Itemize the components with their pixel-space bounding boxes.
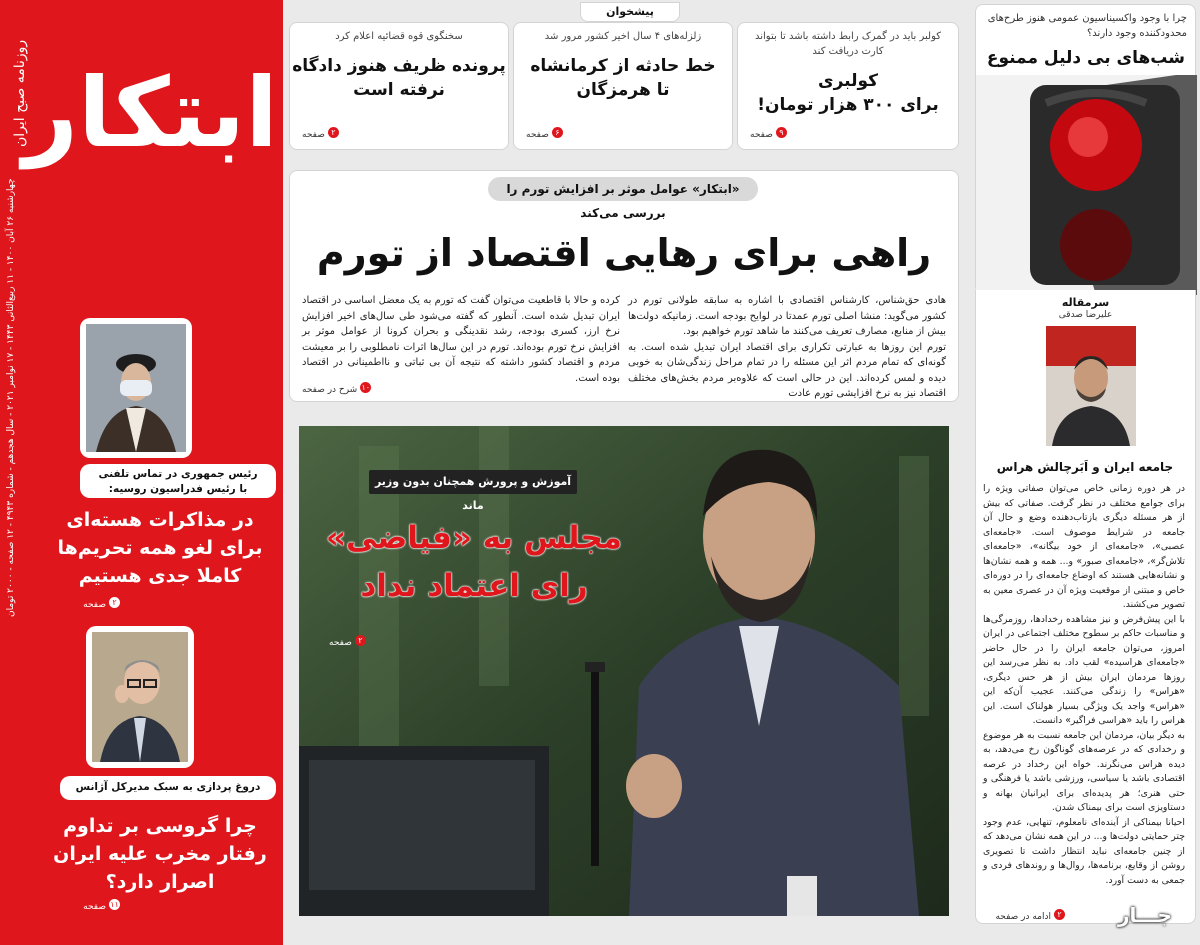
lead-column-2: کرده و حالا با قاطعیت می‌توان گفت که تورم به یک معضل اساسی در اقتصاد ایران تبدیل شده است. آنطور که گفته می‌شود طی سال‌های اخیر افزایش نرخ ارز، کسری بودجه، رشد نقدینگی و بحران کرونا از عوامل موثر بر افزایش نرخ تورم بوده‌اند. تورم در این سال‌ها اثرات نامطلوبی را بر معیشت مردم و اقتصاد کشور داشته که نتیجه آن بی ثباتی و نااطمینانی در اقتصاد بوده است. (302, 295, 620, 384)
page-number-badge: ۲ (355, 635, 366, 646)
page-label: صفحه (83, 600, 106, 610)
lead-kicker: «ابتکار» عوامل موثر بر افزایش تورم را بررسی می‌کند (488, 177, 758, 201)
lead-more-ref (302, 377, 371, 396)
portrait-raisi (86, 324, 186, 452)
dateline: چهارشنبه ۲۶ آبان ۱۴۰۰ - ۱۱ ربیع‌الثانی ۱۴۴۳ - ۱۷ نوامبر ۲۰۲۱ - سال هجدهم - شماره ۴۹۴۳ - ۱۲ صفحه - ۲۰۰۰ تومان (6, 178, 16, 617)
lead-story[interactable] (289, 170, 959, 402)
portrait-grossi (92, 632, 188, 762)
left-page-ref-1 (60, 592, 120, 610)
left-caption-1: رئیس جمهوری در تماس تلفنی با رئیس فدراسیون روسیه: (80, 464, 276, 498)
editorial-body: در هر دوره زمانی خاص می‌توان صفاتی ویژه را برای جوامع مختلف در نظر گرفت. صفاتی که بیش از هر مسئله دیگری بازتاب‌دهنده وضع و حال آن جامعه در شرایط موصوف است. «جامعه‌ای عصبی»، «جامعه‌ای از خود بیگانه»، «جامعه‌ای تلاش‌گر»، «جامعه‌ای صبور» و... همه و همه نشان‌ها و نشانه‌هایی هستند که اوضاع جامعه‌ای را در دوره‌ای خاص و مبتنی از موقعیت ویژه آن در عصری معین به تصویر می‌کشند. با این پیش‌فرض و نیز مشاهده رخدادها، روزمرگی‌ها و مناسبات حاکم بر سطوح مختلف اجتماعی در ایران امروز، می‌توان جامعه ایران را در حال حاضر «جامعه‌ای هراسیده» لقب داد. به نظر می‌رسد این روزها مردمان ایران بیش از هر حس دیگری، «هراس» را زندگی می‌کنند. عجیب آن‌که این «هراس» واجد یک ویژگی بسیار هولناک است. این هراس را باید «هراسی فراگیر» دانست. به دیگر بیان، مردمان این جامعه نسبت به هر موضوع و رخدادی که در عرصه‌های گوناگون رخ می‌دهد، به دیده هراس می‌نگرند. خواه این رخداد در عرصه اقتصادی باشد یا سیاسی، ورزشی باشد یا فرهنگی و حتی هنری؛ هر پدیده‌ای برای ایرانیان بهانه و دستاویزی است برای بیمناک شدن. احیانا بیمناکی از آینده‌ای نامعلوم، تنهایی، عدم وجود چتر حمایتی دولت‌ها و... در این همه نشان می‌دهد که از چنین جامعه‌ای نباید انتظار داشت تا تصویری روشن از وقایع، برنامه‌ها، روال‌ها و روندهای فردی و جمعی به دست آورد. (983, 483, 1185, 886)
author-photo (1046, 326, 1136, 446)
photo-story[interactable] (299, 426, 949, 916)
page-number-badge: ۲ (109, 597, 120, 608)
page-number-badge: ۱۰ (361, 383, 371, 392)
editorial-more-ref (995, 904, 1065, 923)
preview-headline-3: پرونده ظریف هنوز دادگاه نرفته است (292, 56, 506, 100)
preview-headline-1: کولبری برای ۳۰۰ هزار تومان! (757, 71, 939, 115)
masthead-logo: ابتکار (22, 57, 278, 169)
watermark-logo: جـــار (1118, 903, 1172, 927)
photo-frame-raisi (80, 318, 192, 458)
preview-box-3[interactable] (289, 22, 509, 150)
page-label: صفحه (526, 130, 549, 140)
preview-kicker-2: زلزله‌های ۴ سال اخیر کشور مرور شد (544, 31, 702, 42)
preview-box-1[interactable] (737, 22, 959, 150)
page-label: ادامه در صفحه (995, 912, 1051, 922)
left-headline-1[interactable]: در مذاکرات هسته‌ای برای لغو همه تحریم‌ها کاملا جدی هستیم (57, 509, 263, 587)
page-label: صفحه (329, 638, 352, 648)
editorial-label: سرمقاله (1061, 296, 1110, 309)
masthead-subtitle: روزنامه صبح ایران (12, 39, 28, 147)
page-number-badge: ۲ (1054, 909, 1065, 920)
lead-headline: راهی برای رهایی اقتصاد از تورم (316, 231, 932, 275)
left-headline-2[interactable]: چرا گروسی بر تداوم رفتار مخرب علیه ایران اصرار دارد؟ (53, 815, 267, 893)
page-number-badge: ۱۱ (110, 900, 119, 909)
lead-column-1: هادی حق‌شناس، کارشناس اقتصادی با اشاره به سابقه طولانی تورم در کشور می‌گوید: منشا اصلی تورم عمدتا در لوایح بودجه است. زمانیکه دولت‌ها بیش از منابع، مصارف تعریف می‌کنند ما شاهد تورم خواهیم بود. تورم این روزها به عبارتی تکراری برای اقتصاد ایران تبدیل شده است. به گونه‌ای که تمام مردم اثر این مسئله را در تمام مراحل زندگی‌شان به خوبی دیده و لمس کرده‌اند. این در حالی است که علاوه‌بر مردم بخش‌های مختلف اقتصاد نیز به نرخ افزایشی تورم عادت (628, 295, 946, 399)
preview-page-ref-3 (302, 122, 339, 141)
preview-kicker-3: سخنگوی قوه قضائیه اعلام کرد (335, 31, 463, 42)
page-label: شرح در صفحه (302, 385, 358, 395)
page-label: صفحه (302, 130, 325, 140)
preview-box-2[interactable] (513, 22, 733, 150)
editorial-author: علیرضا صدقی (1058, 310, 1113, 320)
page-number-badge: ۹ (776, 127, 787, 138)
right-top-headline: شب‌های بی دلیل ممنوع (986, 48, 1185, 68)
preview-page-ref-2 (526, 122, 563, 141)
right-top-story[interactable] (975, 4, 1196, 294)
left-page-ref-2 (60, 894, 120, 912)
preview-headline-2: خط حادثه از کرمانشاه تا هرمزگان (530, 56, 716, 100)
page-number-badge: ۶ (552, 127, 563, 138)
page-label: صفحه (750, 130, 773, 140)
page-label: صفحه (83, 902, 106, 912)
editorial-title: جامعه ایران و اَبَرچالش هراس (996, 460, 1174, 474)
traffic-light-image (976, 75, 1197, 295)
photo-headline: مجلس به «فیاضی» رای اعتماد نداد (326, 520, 622, 604)
photo-kicker: آموزش و پرورش همچنان بدون وزیر ماند (369, 470, 577, 494)
left-caption-2: دروغ پردازی به سبک مدیرکل آژانس (60, 776, 276, 800)
preview-page-ref-1 (750, 122, 787, 141)
photo-page-ref (329, 630, 366, 649)
photo-fayazi (299, 426, 949, 916)
right-top-kicker: چرا با وجود واکسیناسیون عمومی هنوز طرح‌های محدودکننده وجود دارند؟ (987, 13, 1187, 39)
page-number-badge: ۲ (328, 127, 339, 138)
photo-frame-grossi (86, 626, 194, 768)
preview-kicker-1: کولبر باید در گمرک رابط داشته باشد تا بتواند کارت دریافت کند (754, 31, 942, 57)
editorial-box[interactable] (975, 290, 1196, 924)
preview-label: پیشخوان (580, 2, 680, 22)
